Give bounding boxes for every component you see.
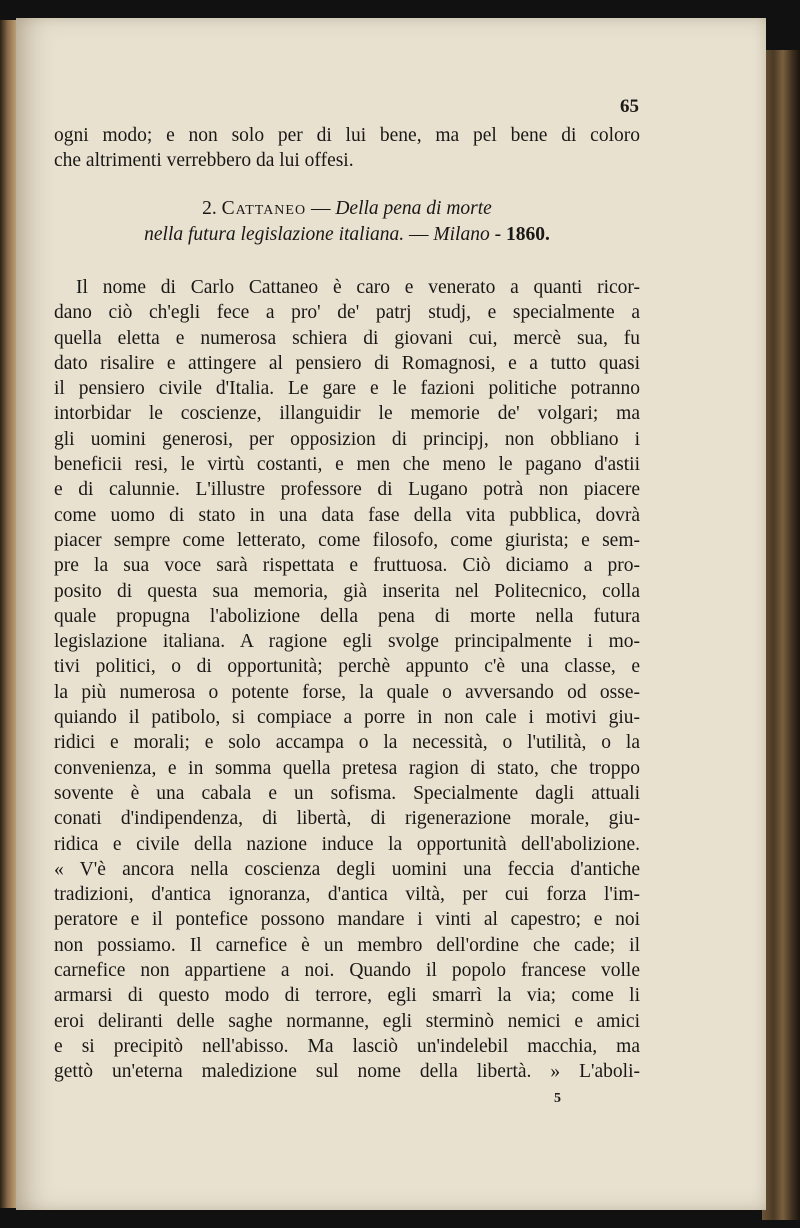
heading-dash: — bbox=[310, 198, 331, 219]
text-line: quella eletta e numerosa schiera di giovani cui, mercè sua, fu bbox=[54, 327, 640, 349]
book-page bbox=[16, 18, 766, 1210]
text-line: il pensiero civile d'Italia. Le gare e le fazioni politiche potranno bbox=[54, 378, 640, 400]
text-line: ogni modo; e non solo per di lui bene, ma pel bene di coloro bbox=[54, 125, 640, 146]
publication-place: Milano bbox=[433, 224, 490, 245]
text-line: posito di questa sua memoria, già inserita nel Politecnico, colla bbox=[54, 580, 640, 602]
text-line: carnefice non appartiene a noi. Quando il popolo francese volle bbox=[54, 960, 640, 982]
text-line: piacer sempre come letterato, come filosofo, come giurista; e sem- bbox=[54, 529, 640, 551]
title-part-1: Della pena di morte bbox=[335, 198, 492, 219]
text-line: dato risalire e attingere al pensiero di Romagnosi, e a tutto quasi bbox=[54, 352, 640, 374]
signature-mark: 5 bbox=[554, 1091, 561, 1106]
page-number: 65 bbox=[620, 96, 639, 117]
text-line: dano ciò ch'egli fece a pro' de' patrj studj, e specialmente a bbox=[54, 302, 640, 324]
text-line: armarsi di questo modo di terrore, egli smarrì la via; come li bbox=[54, 985, 640, 1007]
text-line: e si precipitò nell'abisso. Ma lasciò un'indelebil macchia, ma bbox=[54, 1035, 640, 1057]
text-line: legislazione italiana. A ragione egli svolge principalmente i mo- bbox=[54, 631, 640, 653]
text-line: « V'è ancora nella coscienza degli uomini una feccia d'antiche bbox=[54, 858, 640, 880]
page-stack-edge bbox=[762, 50, 800, 1220]
text-line: peratore e il pontefice possono mandare i vinti al capestro; e noi bbox=[54, 909, 640, 931]
text-line: sovente è una cabala e un sofisma. Specialmente dagli attuali bbox=[54, 782, 640, 804]
text-line: che altrimenti verrebbero da lui offesi. bbox=[54, 150, 354, 172]
text-line: tradizioni, d'antica ignoranza, d'antica viltà, per cui forza l'im- bbox=[54, 884, 640, 906]
text-line: eroi deliranti delle saghe normanne, egli sterminò nemici e amici bbox=[54, 1010, 640, 1032]
section-number: 2. bbox=[202, 198, 217, 219]
heading-dash: — bbox=[409, 224, 429, 245]
text-line: ridica e civile della nazione induce la opportunità dell'abolizione. bbox=[54, 833, 640, 855]
publication-year: 1860. bbox=[505, 224, 550, 245]
text-line: convenienza, e in somma quella pretesa ragion di stato, che troppo bbox=[54, 757, 640, 779]
heading-line-2 bbox=[54, 222, 640, 248]
text-line: non possiamo. Il carnefice è un membro dell'ordine che cade; il bbox=[54, 934, 640, 956]
text-line: Il nome di Carlo Cattaneo è caro e venerato a quanti ricor- bbox=[76, 277, 640, 298]
text-line: gettò un'eterna maledizione sul nome della libertà. » L'aboli- bbox=[54, 1061, 640, 1083]
title-part-2: nella futura legislazione italiana. bbox=[144, 224, 405, 245]
text-line: ridici e morali; e solo accampa o la necessità, o l'utilità, o la bbox=[54, 732, 640, 754]
text-line: intorbidar le coscienze, illanguidir le memorie de' volgari; ma bbox=[54, 403, 640, 425]
text-line: tivi politici, o di opportunità; perchè appunto c'è una classe, e bbox=[54, 656, 640, 678]
text-line: beneficii resi, le virtù costanti, e men che meno le pagano d'astii bbox=[54, 454, 640, 476]
text-line: conati d'indipendenza, di libertà, di rigenerazione morale, giu- bbox=[54, 808, 640, 830]
heading-line-1 bbox=[54, 196, 640, 222]
text-line: quale propugna l'abolizione della pena di morte nella futura bbox=[54, 605, 640, 627]
section-author: Cattaneo bbox=[221, 198, 307, 219]
body-paragraph bbox=[54, 275, 640, 1085]
text-line: gli uomini generosi, per opposizion di principj, non obbliano i bbox=[54, 428, 640, 450]
text-line: la più numerosa o potente forse, la quale o avversando od osse- bbox=[54, 681, 640, 703]
text-line: e di calunnie. L'illustre professore di Lugano potrà non piacere bbox=[54, 479, 640, 501]
section-heading bbox=[54, 196, 640, 248]
intro-paragraph bbox=[54, 123, 640, 174]
text-line: quiando il patibolo, si compiace a porre in non cale i motivi giu- bbox=[54, 707, 640, 729]
text-line: pre la sua voce sarà rispettata e fruttuosa. Ciò diciamo a pro- bbox=[54, 555, 640, 577]
text-line: come uomo di stato in una data fase della vita pubblica, dovrà bbox=[54, 504, 640, 526]
heading-dash: - bbox=[494, 224, 502, 245]
